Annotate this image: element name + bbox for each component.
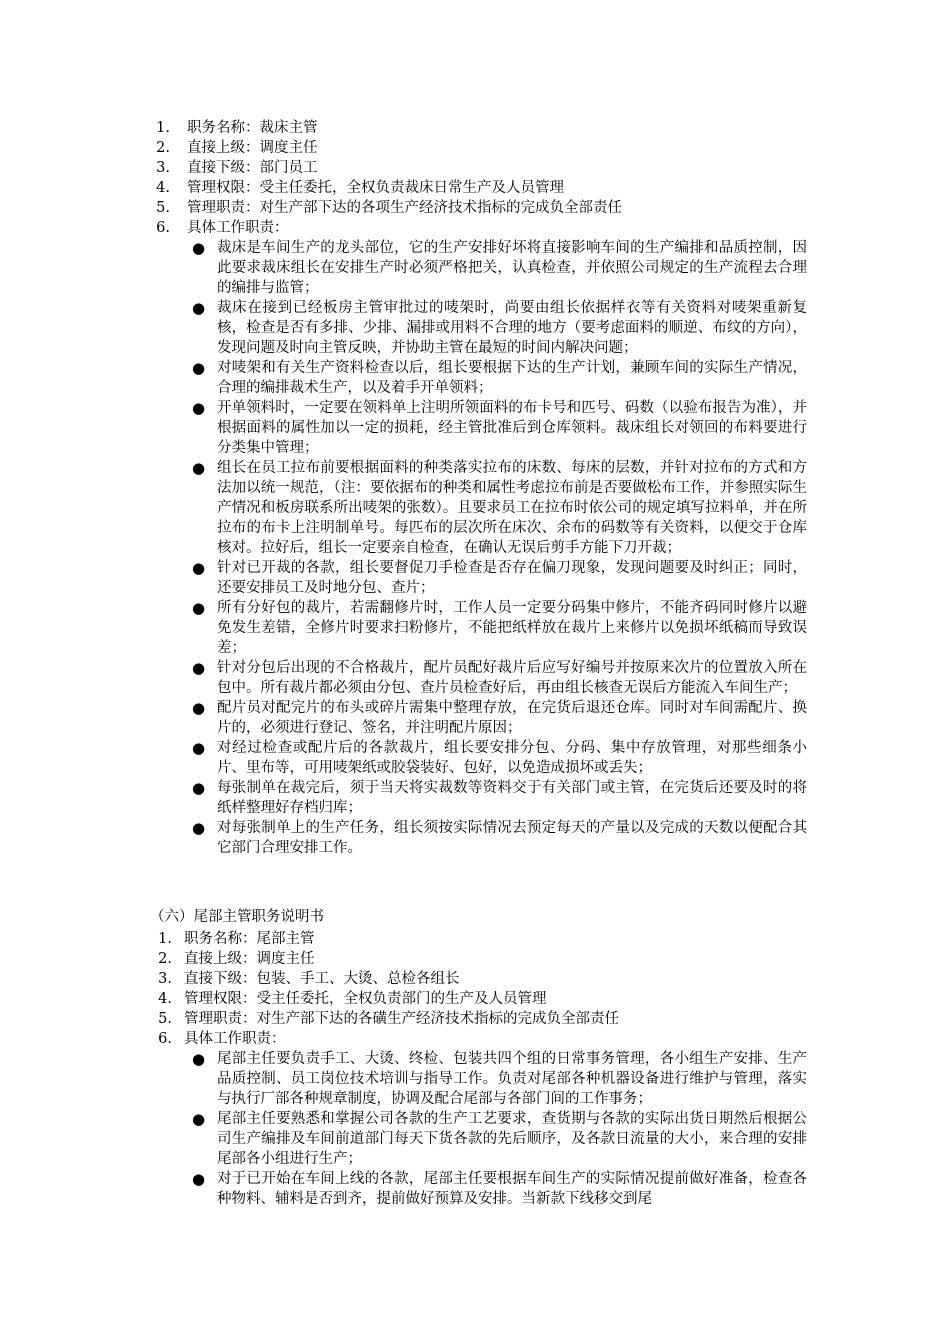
bullet-icon: ● — [192, 779, 206, 797]
list-number: 6. — [158, 1031, 172, 1047]
list-item — [0, 178, 747, 198]
bullet-item — [192, 698, 807, 738]
bullet-item — [192, 818, 807, 858]
bullet-text: 每张制单在裁完后，须于当天将实裁数等资料交于有关部门或主管，在完货后还要及时的将纸样整理好存档归库； — [217, 780, 807, 816]
bullet-icon: ● — [192, 739, 206, 757]
bullet-text: 组长在员工拉布前要根据面料的种类落实拉布的床数、每床的层数，并针对拉布的方式和方法加以统一规范，（注：要依据布的种类和属性考虑拉布前是否要做松布工作，并参照实际生产情况和板房联系所出唛架的张数）。且要求员工在拉布时依公司的规定填写拉料单，并在所拉布的布卡上注明制单号。每匹布的层次所在床次、余布的码数等有关资料，以便交于仓库核对。拉好后，组长一定要亲自检查，在确认无误后剪手方能下刀开裁； — [217, 460, 807, 556]
list-item — [0, 1009, 744, 1029]
numbered-list — [0, 118, 950, 238]
finishing-supervisor-section — [0, 929, 950, 1209]
bullet-item — [192, 1109, 807, 1169]
bullet-item — [192, 598, 807, 658]
list-text: 具体工作职责： — [184, 1031, 286, 1047]
list-text: 职务名称：裁床主管 — [187, 120, 318, 136]
bullet-icon: ● — [192, 819, 206, 837]
bullet-item — [192, 658, 807, 698]
list-item — [0, 989, 744, 1009]
bullet-text: 针对已开裁的各款，组长要督促刀手检查是否存在偏刀现象，发现问题要及时纠正；同时，还要安排员工及时地分包、查片； — [217, 560, 807, 596]
list-text: 直接下级：包装、手工、大烫、总检各组长 — [184, 971, 460, 987]
bullet-text: 对经过检查或配片后的各款裁片，组长要安排分包、分码、集中存放管理，对那些细条小片、里布等，可用唛架纸或胶袋装好、包好，以免造成损坏或丢失； — [217, 740, 807, 776]
bullet-icon: ● — [192, 359, 206, 377]
bullet-item — [192, 398, 807, 458]
numbered-list — [0, 929, 950, 1049]
bullet-text: 尾部主任要负责手工、大烫、终检、包装共四个组的日常事务管理，各小组生产安排、生产品质控制、员工岗位技术培训与指导工作。负责对尾部各种机器设备进行维护与管理，落实与执行厂部各种规章制度，协调及配合尾部与各部门间的工作事务； — [217, 1051, 807, 1107]
bullet-text: 裁床在接到已经板房主管审批过的唛架时，尚要由组长依据样衣等有关资料对唛架重新复核，检查是否有多排、少排、漏排或用料不合理的地方（要考虑面料的顺逆、布纹的方向），发现问题及时向主管反映，并协助主管在最短的时间内解决问题； — [217, 300, 807, 356]
list-item — [0, 218, 747, 238]
list-number: 6. — [156, 220, 170, 236]
cutting-supervisor-section — [0, 118, 950, 858]
list-number: 1. — [156, 120, 170, 136]
bullet-icon: ● — [192, 699, 206, 717]
bullet-item — [192, 358, 807, 398]
bullet-text: 针对分包后出现的不合格裁片，配片员配好裁片后应写好编号并按原来次片的位置放入所在包中。所有裁片都必须由分包、查片员检查好后，再由组长核查无误后方能流入车间生产； — [217, 660, 807, 696]
bullet-item — [192, 1049, 807, 1109]
list-text: 直接上级：调度主任 — [184, 951, 315, 967]
duties-bullet-list — [0, 238, 807, 858]
list-item — [0, 198, 747, 218]
list-text: 职务名称：尾部主管 — [184, 931, 315, 947]
list-number: 2. — [158, 951, 172, 967]
list-text: 直接上级：调度主任 — [187, 140, 318, 156]
list-item — [0, 1029, 744, 1049]
bullet-text: 尾部主任要熟悉和掌握公司各款的生产工艺要求，查货期与各款的实际出货日期然后根据公司生产编排及车间前道部门每天下货各款的先后顺序，及各款日流量的大小，来合理的安排尾部各小组进行生产； — [217, 1111, 807, 1167]
bullet-icon: ● — [192, 1110, 206, 1128]
list-number: 3. — [158, 971, 172, 987]
list-number: 4. — [156, 180, 170, 196]
bullet-text: 对于已开始在车间上线的各款，尾部主任要根据车间生产的实际情况提前做好准备，检查各种物料、辅料是否到齐，提前做好预算及安排。当新款下线移交到尾 — [217, 1171, 807, 1207]
bullet-icon: ● — [192, 239, 206, 257]
list-number: 4. — [158, 991, 172, 1007]
bullet-item — [192, 238, 807, 298]
bullet-icon: ● — [192, 599, 206, 617]
list-number: 3. — [156, 160, 170, 176]
bullet-item — [192, 778, 807, 818]
list-item — [0, 949, 744, 969]
bullet-item — [192, 558, 807, 598]
list-item — [0, 929, 744, 949]
bullet-text: 所有分好包的裁片，若需翻修片时，工作人员一定要分码集中修片，不能齐码同时修片以避免发生差错，全修片时要求扫粉修片，不能把纸样放在裁片上来修片以免损坏纸稿而导致误差； — [217, 600, 807, 656]
bullet-text: 对每张制单上的生产任务，组长须按实际情况去预定每天的产量以及完成的天数以便配合其它部门合理安排工作。 — [217, 820, 807, 856]
bullet-item — [192, 298, 807, 358]
list-number: 5. — [156, 200, 170, 216]
list-text: 管理权限：受主任委托，全权负责裁床日常生产及人员管理 — [187, 180, 564, 196]
list-number: 2. — [156, 140, 170, 156]
duties-bullet-list — [0, 1049, 807, 1209]
bullet-icon: ● — [192, 459, 206, 477]
list-text: 管理权限：受主任委托，全权负责部门的生产及人员管理 — [184, 991, 547, 1007]
list-item — [0, 158, 747, 178]
bullet-item — [192, 458, 807, 558]
list-text: 具体工作职责： — [187, 220, 289, 236]
list-item — [0, 138, 747, 158]
list-text: 管理职责：对生产部下达的各磺生产经济技术指标的完成负全部责任 — [184, 1011, 619, 1027]
bullet-text: 开单领料时，一定要在领料单上注明所领面料的布卡号和匹号、码数（以验布报告为准），并根据面料的属性加以一定的损耗，经主管批准后到仓库领料。裁床组长对领回的布料要进行分类集中管理； — [217, 400, 807, 456]
list-item — [0, 118, 747, 138]
list-number: 5. — [158, 1011, 172, 1027]
bullet-item — [192, 738, 807, 778]
bullet-text: 裁床是车间生产的龙头部位，它的生产安排好坏将直接影响车间的生产编排和品质控制，因此要求裁床组长在安排生产时必须严格把关，认真检查，并依照公司规定的生产流程去合理的编排与监管； — [217, 240, 807, 296]
section-heading: （六）尾部主管职务说明书 — [150, 909, 324, 925]
bullet-icon: ● — [192, 1050, 206, 1068]
bullet-icon: ● — [192, 659, 206, 677]
bullet-icon: ● — [192, 299, 206, 317]
bullet-item — [192, 1169, 807, 1209]
list-text: 管理职责：对生产部下达的各项生产经济技术指标的完成负全部责任 — [187, 200, 622, 216]
bullet-icon: ● — [192, 1170, 206, 1188]
bullet-icon: ● — [192, 399, 206, 417]
list-number: 1. — [158, 931, 172, 947]
list-text: 直接下级：部门员工 — [187, 160, 318, 176]
list-item — [0, 969, 744, 989]
bullet-text: 配片员对配完片的布头或碎片需集中整理存放，在完货后退还仓库。同时对车间需配片、换片的，必须进行登记、签名，并注明配片原因； — [217, 700, 807, 736]
bullet-text: 对唛架和有关生产资料检查以后，组长要根据下达的生产计划，兼顾车间的实际生产情况，合理的编排裁术生产，以及着手开单领料； — [217, 360, 807, 396]
bullet-icon: ● — [192, 559, 206, 577]
